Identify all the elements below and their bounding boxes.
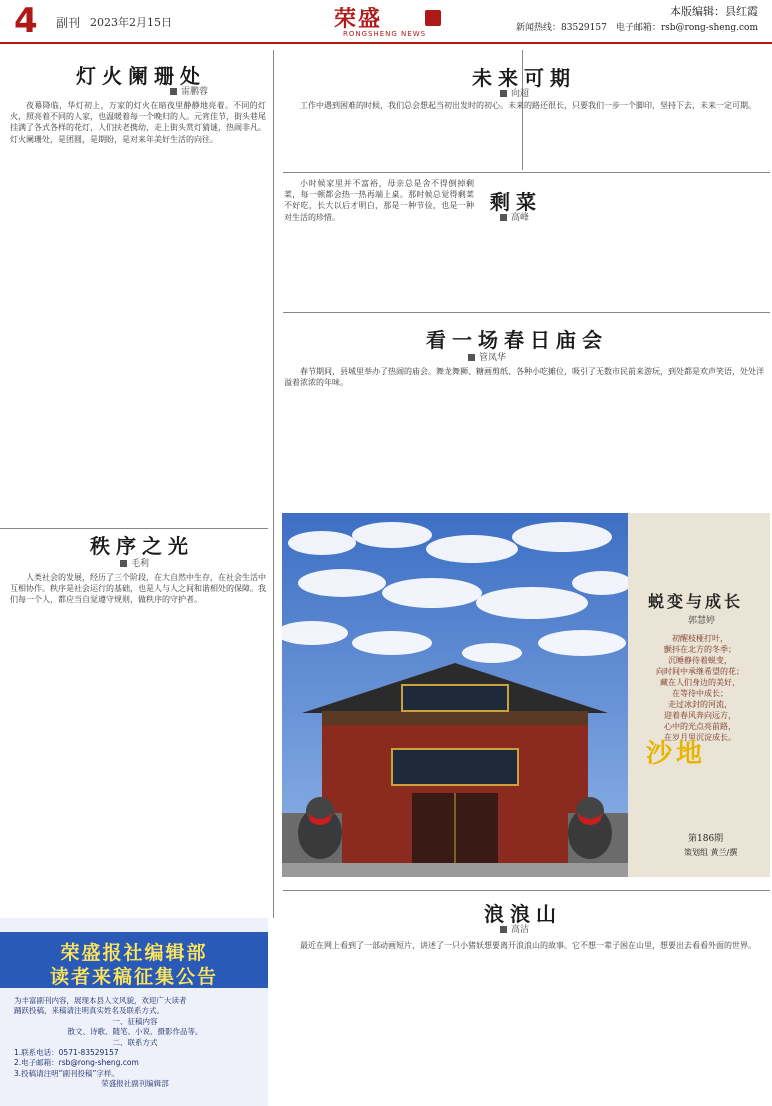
issue-number: 第186期 bbox=[688, 834, 724, 844]
section-divider bbox=[283, 172, 770, 173]
column-divider bbox=[273, 50, 274, 918]
temple-photo bbox=[282, 513, 628, 877]
brand-title: 荣盛 bbox=[334, 6, 383, 32]
article-body-order: 人类社会的发展，经历了三个阶段，在大自然中生存，在社会生活中互相协作。秩序是社会运行的基础，也是人与人之间和谐相处的保障。我们每一个人，都应当自觉遵守规则，做秩序的守护者。 bbox=[10, 573, 266, 605]
page-number: 4 bbox=[14, 1, 38, 41]
article-title-waves: 浪浪山 bbox=[484, 902, 562, 926]
article-title-order: 秩序之光 bbox=[90, 534, 194, 558]
byline-lantern: 雷鹏蓉 bbox=[170, 84, 208, 97]
article-body-waves: 最近在网上看到了一部动画短片，讲述了一只小猪妖想要离开浪浪山的故事。它不想一辈子困在山里，想要出去看看外面的世界。 bbox=[300, 941, 756, 950]
notice-title-line1: 荣盛报社编辑部 bbox=[60, 942, 208, 964]
brand-seal-icon bbox=[425, 10, 441, 26]
contact-line: 新闻热线：83529157 电子邮箱：rsb@rong-sheng.com bbox=[516, 23, 758, 33]
article-title-leftover: 剩菜 bbox=[490, 190, 542, 214]
byline-waves: 高洁 bbox=[500, 922, 529, 935]
byline-future: 向超 bbox=[500, 86, 529, 99]
article-body-lantern: 夜幕降临，华灯初上，万家的灯火在暗夜里静静地亮着。不同的灯火，照亮着不同的人家，也温暖着每一个晚归的人。元宵佳节，街头巷尾挂满了各式各样的花灯，人们扶老携幼，走上街头赏灯猜谜，热闹非凡。灯火阑珊处，是团圆，是期盼，是对来年美好生活的向往。 bbox=[10, 101, 266, 144]
byline-gala: 管凤华 bbox=[468, 350, 506, 363]
poem-title: 蜕变与成长 bbox=[648, 592, 744, 611]
article-body-gala: 春节期间，县城里举办了热闹的庙会。舞龙舞狮、糖画剪纸、各种小吃摊位，吸引了无数市民前来游玩，到处都是欢声笑语，处处洋溢着浓浓的年味。 bbox=[284, 367, 764, 388]
byline-marker-icon bbox=[120, 560, 127, 567]
article-title-future: 未来可期 bbox=[472, 66, 576, 90]
byline-marker-icon bbox=[500, 926, 507, 933]
byline-leftover: 高峰 bbox=[500, 210, 529, 223]
byline-marker-icon bbox=[468, 354, 475, 361]
editor-credit: 本版编辑：县红霞 bbox=[670, 5, 758, 18]
notice-body: 为丰富副刊内容，展现本县人文风貌，欢迎广大读者 踊跃投稿，来稿请注明真实姓名及联系方式。 一、征稿内容 散文、诗歌、随笔、小说、摄影作品等。 二、联系方式 1.联系电话：0571-83529157 2.电子邮箱：rsb@rong-sheng.com 3.投稿请注明“副刊投稿”字样。 荣盛报社副刊编辑部 bbox=[14, 996, 203, 1089]
article-title-gala: 看一场春日庙会 bbox=[426, 328, 608, 352]
masthead bbox=[0, 0, 772, 44]
column-name: 沙地 bbox=[646, 739, 707, 769]
byline-marker-icon bbox=[500, 90, 507, 97]
section-divider bbox=[0, 528, 268, 529]
section-divider bbox=[283, 312, 770, 313]
article-body-leftover-a: 小时候家里并不富裕，母亲总是舍不得倒掉剩菜，每一顿都会热一热再端上桌。那时候总觉得剩菜不好吃，长大以后才明白，那是一种节俭，也是一种对生活的珍惜。 bbox=[284, 179, 474, 222]
byline-order: 毛利 bbox=[120, 556, 149, 569]
byline-marker-icon bbox=[170, 88, 177, 95]
section-label: 副刊 bbox=[56, 16, 81, 30]
section-divider bbox=[283, 890, 770, 891]
byline-marker-icon bbox=[500, 214, 507, 221]
article-body-future: 工作中遇到困难的时候，我们总会想起当初出发时的初心。未来的路还很长，只要我们一步一个脚印，坚持下去，未来一定可期。 bbox=[300, 101, 756, 110]
notice-title-line2: 读者来稿征集公告 bbox=[49, 966, 218, 988]
brand-subtitle: RONGSHENG NEWS bbox=[343, 30, 427, 38]
curator-credit: 策划组 黄兰/撰 bbox=[684, 848, 738, 857]
poem-sidebar bbox=[628, 513, 770, 877]
poem-text: 初醒枝桠打叶， 颤抖在北方的冬季； 沉睡静待着蜕变， 向时间中承继希望的花； 藏在人们身边的美好， 在等待中成长； 走过冰封的河流， 迎着春风奔向远方， 心中的光点亮前路， 在岁月里沉淀成长。 bbox=[656, 634, 744, 742]
poem-author: 郭慧婷 bbox=[688, 616, 716, 626]
temple-photo-illustration bbox=[282, 513, 628, 877]
article-title-lantern: 灯火阑珊处 bbox=[76, 64, 206, 88]
issue-date: 2023年2月15日 bbox=[90, 16, 172, 29]
